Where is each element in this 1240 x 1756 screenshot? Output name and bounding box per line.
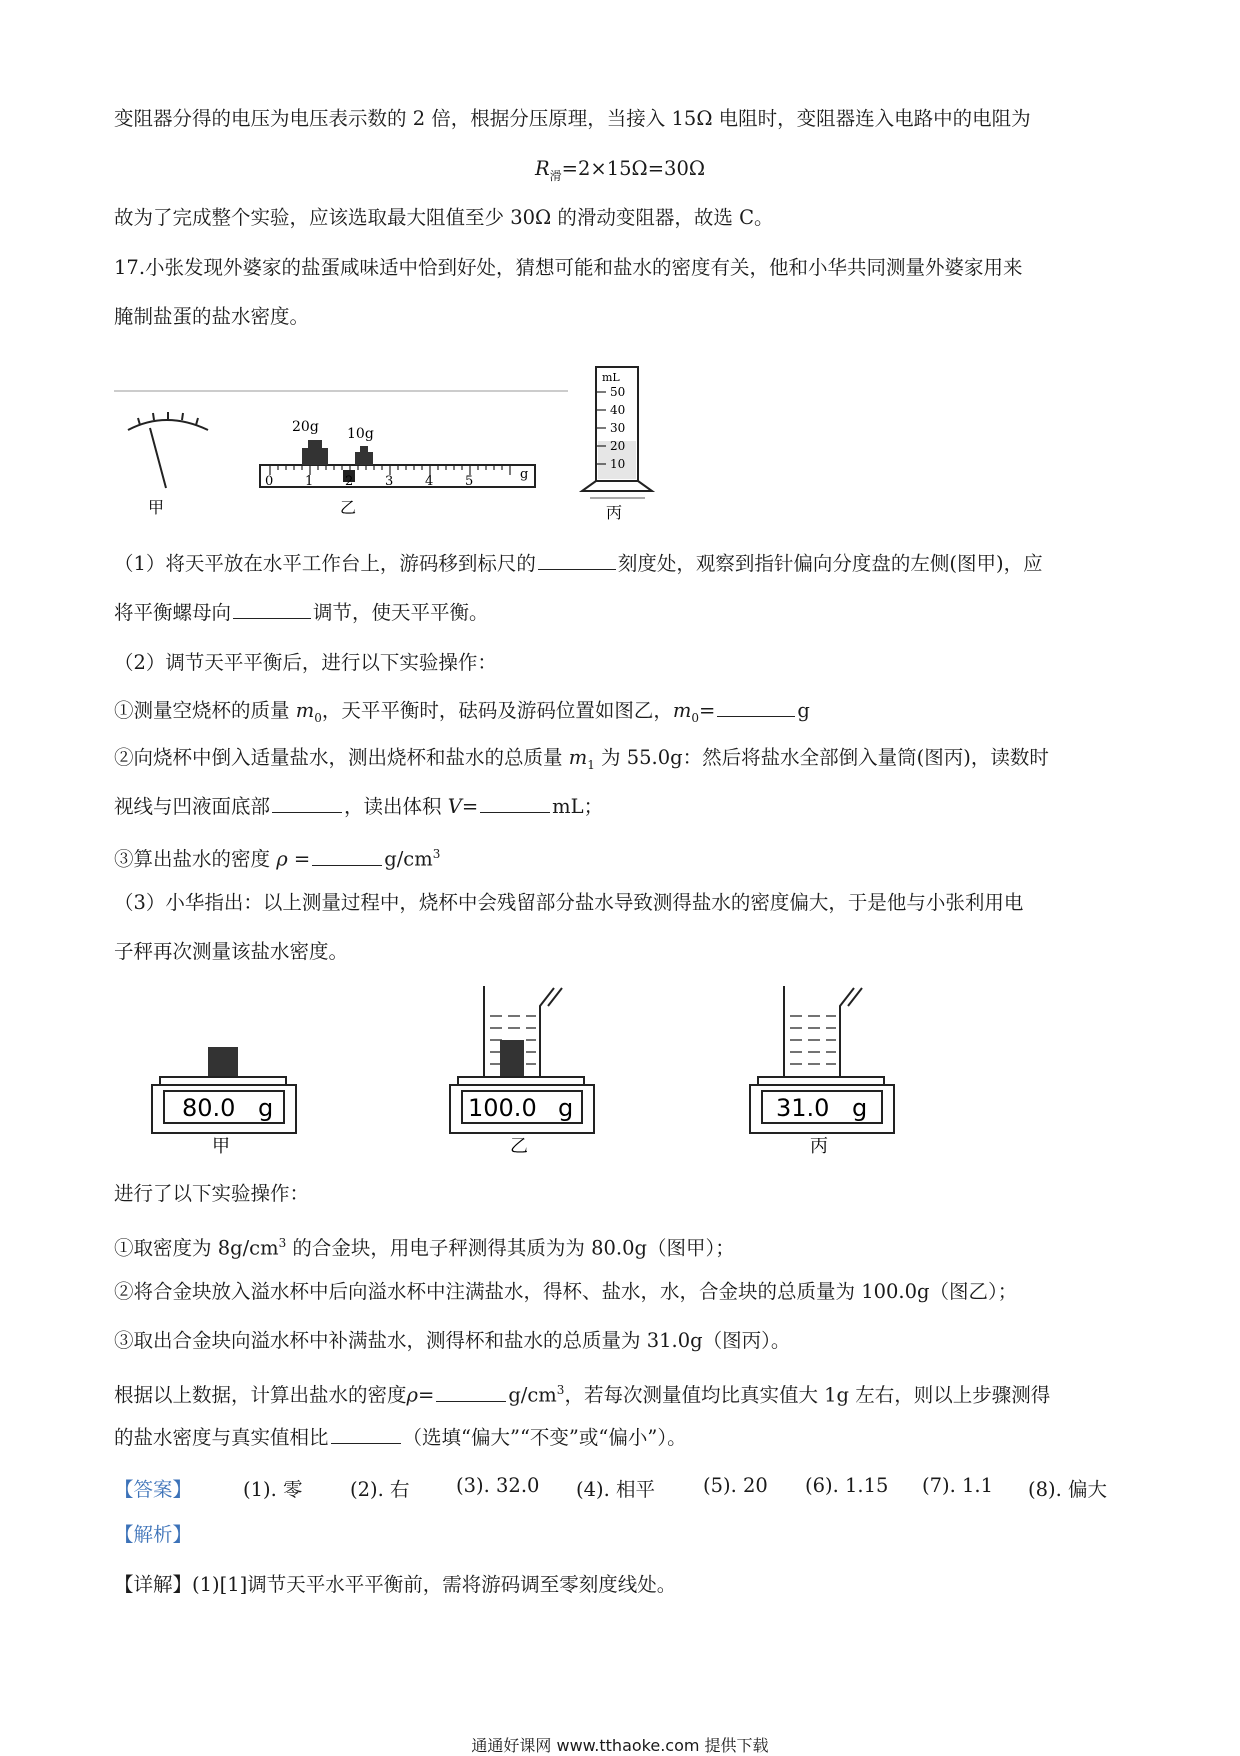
formula-sub: 滑 — [549, 168, 562, 183]
question-stem: 17.小张发现外婆家的盐蛋咸味适中恰到好处，猜想可能和盐水的密度有关，他和小华共同测量外婆家用来 — [114, 256, 1023, 279]
answer-blank[interactable] — [312, 847, 382, 866]
var: m — [568, 746, 588, 769]
var: m — [295, 699, 315, 722]
cylinder-tick: 10 — [610, 457, 626, 471]
text: = — [287, 847, 311, 871]
analysis-label: 【解析】 — [114, 1523, 193, 1546]
cylinder-unit: mL — [602, 371, 620, 384]
text: g — [797, 699, 810, 722]
label-bing: 丙 — [810, 1136, 828, 1155]
text: ，读出体积 — [344, 795, 448, 818]
answer-item: (3). 32.0 — [456, 1474, 540, 1497]
answer-item: (4). 相平 — [576, 1478, 656, 1501]
pointer-dial — [128, 412, 208, 488]
scale-unit: g — [258, 1094, 274, 1122]
answer-blank[interactable] — [272, 794, 342, 813]
var-sub: 1 — [587, 757, 595, 772]
scales-figure — [140, 980, 940, 1155]
part3-line2: 子秤再次测量该盐水密度。 — [114, 940, 349, 963]
ruler-tick: 4 — [425, 474, 434, 489]
sup: 3 — [432, 847, 441, 861]
text: （选填“偏大”“不变”或“偏小”）。 — [402, 1426, 687, 1449]
var: ρ — [406, 1383, 418, 1407]
text: 的合金块，用电子秤测得其质为为 80.0g（图甲）； — [286, 1236, 735, 1260]
cylinder-tick: 50 — [610, 385, 626, 399]
answer-item: (6). 1.15 — [805, 1474, 889, 1497]
cylinder-tick: 20 — [610, 439, 626, 453]
text: ①测量空烧杯的质量 — [114, 699, 296, 722]
var: V — [447, 795, 462, 818]
footer: 通通好课网 www.tthaoke.com 提供下载 — [471, 1736, 769, 1755]
label-yi: 乙 — [510, 1136, 528, 1155]
question-stem: 腌制盐蛋的盐水密度。 — [114, 305, 310, 328]
text: ，若每次测量值均比真实值大 1g 左右，则以上步骤测得 — [564, 1383, 1051, 1407]
ruler-tick: 0 — [265, 474, 274, 489]
text: （1）将天平放在水平工作台上，游码移到标尺的 — [114, 552, 536, 575]
scale-reading: 31.0 — [776, 1094, 830, 1122]
graduated-cylinder — [560, 363, 670, 523]
text: 根据以上数据，计算出盐水的密度 — [114, 1383, 407, 1407]
answer-blank[interactable] — [480, 794, 550, 813]
text: = — [699, 699, 716, 722]
cylinder-tick: 40 — [610, 403, 626, 417]
scale-yi — [450, 986, 594, 1155]
part1-line2 — [114, 600, 489, 626]
answer-label: 【答案】 — [114, 1478, 193, 1501]
detail-text: (1)[1]调节天平水平平衡前，需将游码调至零刻度线处。 — [192, 1573, 677, 1596]
text: 将平衡螺母向 — [114, 601, 232, 624]
answer-item: (5). 20 — [703, 1474, 768, 1497]
label-jia: 甲 — [148, 498, 165, 517]
text: = — [461, 795, 479, 818]
scale-reading: 80.0 — [182, 1094, 236, 1122]
answer-blank[interactable] — [717, 698, 795, 717]
label-bing: 丙 — [606, 503, 623, 522]
part1-line1 — [114, 551, 1043, 577]
part2-head: （2）调节天平平衡后，进行以下实验操作： — [114, 651, 497, 674]
var-sub: 0 — [314, 710, 322, 725]
text: = — [417, 1383, 435, 1407]
calc-line2 — [114, 1425, 687, 1451]
part2-step2 — [114, 745, 1049, 778]
text: 刻度处，观察到指针偏向分度盘的左侧(图甲)，应 — [617, 552, 1043, 575]
text: 的盐水密度与真实值相比 — [114, 1426, 329, 1449]
ruler-tick: 2 — [345, 474, 354, 489]
ops-intro: 进行了以下实验操作： — [114, 1182, 310, 1205]
text-line: 变阻器分得的电压为电压表示数的 2 倍，根据分压原理，当接入 15Ω 电阻时，变阻器连入电路中的电阻为 — [114, 107, 1031, 130]
text-line: 故为了完成整个实验，应该选取最大阻值至少 30Ω 的滑动变阻器，故选 C。 — [114, 206, 774, 229]
formula — [0, 157, 1240, 184]
sup: 3 — [278, 1236, 287, 1250]
sup: 3 — [556, 1383, 565, 1397]
answer-item: (8). 偏大 — [1028, 1478, 1108, 1501]
text: mL； — [552, 795, 604, 818]
ruler-unit: g — [520, 467, 529, 482]
balance-beam — [260, 419, 535, 489]
text: ①取密度为 8g/cm — [114, 1236, 279, 1260]
text: g/cm — [384, 847, 433, 871]
text: ，天平平衡时，砝码及游码位置如图乙， — [321, 699, 673, 722]
text: ③算出盐水的密度 — [114, 847, 277, 871]
cylinder-tick: 30 — [610, 421, 626, 435]
text: 视线与凹液面底部 — [114, 795, 271, 818]
ruler-tick: 3 — [385, 474, 394, 489]
text: 调节，使天平平衡。 — [313, 601, 489, 624]
op-2: ②将合金块放入溢水杯中后向溢水杯中注满盐水，得杯、盐水，水，合金块的总质量为 100.0g（图乙）； — [114, 1280, 1018, 1303]
scale-jia — [152, 1047, 296, 1155]
part2-step3 — [114, 841, 440, 873]
formula-r: R — [534, 157, 550, 180]
text: 为 55.0g：然后将盐水全部倒入量筒(图丙)，读数时 — [594, 746, 1049, 769]
ruler-tick: 1 — [305, 474, 314, 489]
text: ②向烧杯中倒入适量盐水，测出烧杯和盐水的总质量 — [114, 746, 569, 769]
answer-blank[interactable] — [436, 1383, 506, 1402]
scale-unit: g — [558, 1094, 574, 1122]
weight-label: 20g — [292, 419, 319, 435]
op-3: ③取出合金块向溢水杯中补满盐水，测得杯和盐水的总质量为 31.0g（图丙）。 — [114, 1329, 791, 1352]
detail-label: 【详解】 — [114, 1573, 193, 1596]
part2-step1 — [114, 698, 810, 731]
scale-unit: g — [852, 1094, 868, 1122]
answer-item: (7). 1.1 — [922, 1474, 994, 1497]
detail-line — [114, 1572, 676, 1598]
answer-blank[interactable] — [331, 1425, 401, 1444]
var-sub: 0 — [691, 710, 699, 725]
answer-item: (1). 零 — [243, 1478, 303, 1501]
part2-step2b — [114, 794, 603, 820]
scale-reading: 100.0 — [468, 1094, 537, 1122]
text: g/cm — [508, 1383, 557, 1407]
weight-label: 10g — [347, 426, 374, 442]
var: m — [672, 699, 692, 722]
label-jia: 甲 — [212, 1136, 230, 1155]
calc-line1 — [114, 1377, 1050, 1409]
formula-rest: =2×15Ω=30Ω — [561, 157, 706, 180]
answer-blank[interactable] — [538, 551, 616, 570]
scale-bing — [750, 986, 894, 1155]
answer-item: (2). 右 — [350, 1478, 410, 1501]
answer-blank[interactable] — [233, 600, 311, 619]
ruler-tick: 5 — [465, 474, 474, 489]
op-1 — [114, 1230, 735, 1262]
label-yi: 乙 — [340, 498, 357, 517]
part3-line1: （3）小华指出：以上测量过程中，烧杯中会残留部分盐水导致测得盐水的密度偏大，于是他与小张利用电 — [114, 891, 1024, 914]
var: ρ — [276, 847, 288, 871]
